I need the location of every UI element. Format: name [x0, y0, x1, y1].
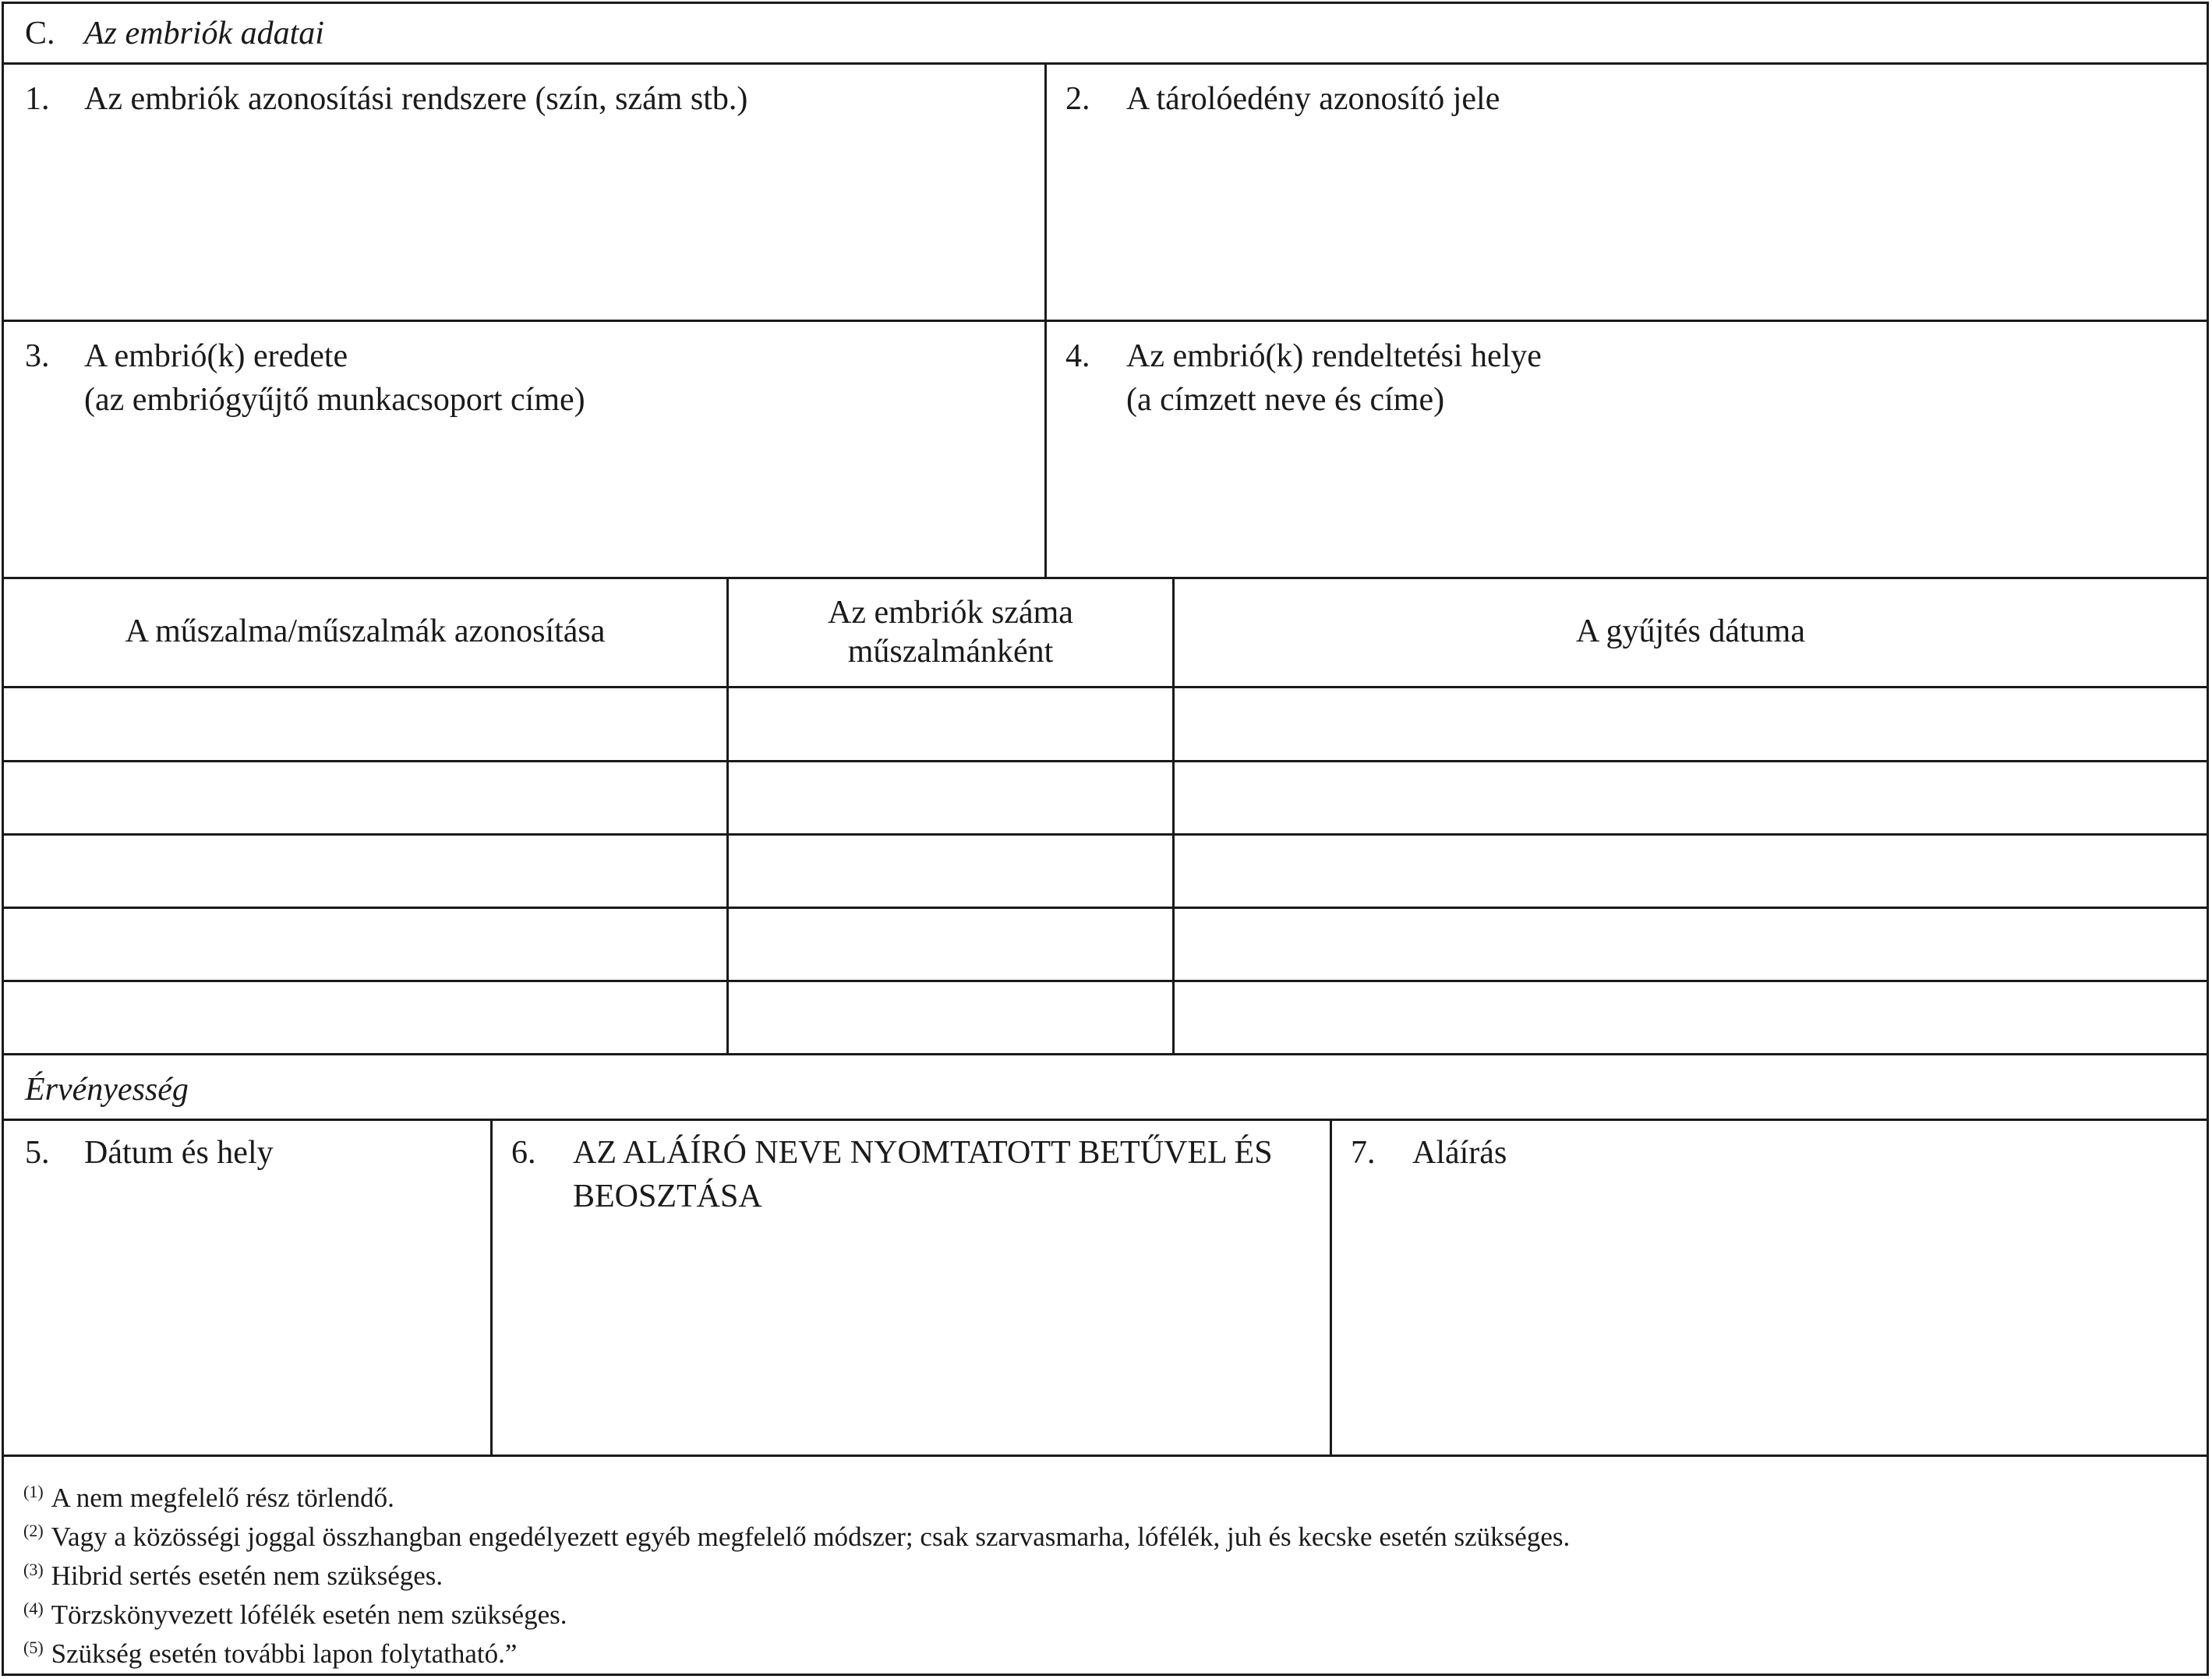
footnote-mark: (3)	[23, 1560, 44, 1579]
footnote-mark: (1)	[23, 1482, 44, 1501]
field-1-input-area[interactable]	[4, 129, 1044, 320]
collection-date-cell[interactable]	[1182, 850, 2196, 893]
footnote-mark: (2)	[23, 1521, 44, 1540]
footnote-5	[23, 1628, 517, 1674]
embryo-count-cell[interactable]	[737, 923, 1164, 967]
field-7-label: Aláírás	[1412, 1135, 1507, 1171]
field-6-label-line2: BEOSZTÁSA	[573, 1179, 762, 1214]
table-row	[4, 909, 2207, 980]
embryo-count-cell[interactable]	[737, 850, 1164, 893]
field-6-input-area[interactable]	[493, 1228, 1330, 1455]
field-3-label-line1: A embrió(k) eredete	[84, 338, 348, 374]
collection-date-cell[interactable]	[1182, 776, 2196, 820]
footnote-text: A nem megfelelő rész törlendő.	[51, 1483, 394, 1513]
field-2-input-area[interactable]	[1047, 129, 2207, 320]
footnote-text: Szükség esetén további lapon folytatható.”	[51, 1638, 518, 1669]
table-header-embryo-count-line1: Az embriók száma	[828, 595, 1073, 631]
table-row	[4, 982, 2207, 1053]
table-row	[4, 836, 2207, 907]
footnote-mark: (5)	[23, 1638, 44, 1657]
field-3-input-area[interactable]	[4, 429, 1044, 577]
rule-under-fields-3-4	[4, 577, 2207, 579]
section-letter: C.	[25, 16, 55, 51]
rule-under-validity	[4, 1119, 2207, 1121]
signature-area[interactable]	[1332, 1189, 2207, 1455]
collection-date-cell[interactable]	[1182, 996, 2196, 1040]
field-4-input-area[interactable]	[1047, 429, 2207, 577]
field-1-label: Az embriók azonosítási rendszere (szín, szám stb.)	[84, 81, 748, 117]
field-1-number: 1.	[25, 81, 50, 117]
straw-id-cell[interactable]	[12, 923, 717, 967]
field-4-label-line2: (a címzett neve és címe)	[1126, 382, 1445, 418]
field-4-number: 4.	[1065, 338, 1090, 374]
footnote-text: Törzskönyvezett lófélék esetén nem szükséges.	[51, 1599, 567, 1630]
table-header-straw-id: A műszalma/műszalmák azonosítása	[125, 613, 606, 649]
field-5-label: Dátum és hely	[84, 1135, 274, 1171]
field-4-label-line1: Az embrió(k) rendeltetési helye	[1126, 338, 1542, 374]
field-3-number: 3.	[25, 338, 50, 374]
rule-under-fields-1-2	[4, 320, 2207, 322]
field-2-label: A tárolóedény azonosító jele	[1126, 81, 1500, 117]
embryo-data-form	[2, 2, 2209, 1676]
table-row	[4, 688, 2207, 760]
straw-id-cell[interactable]	[12, 850, 717, 893]
straw-id-cell[interactable]	[12, 776, 717, 820]
field-5-number: 5.	[25, 1135, 50, 1171]
rule-above-footnotes	[4, 1455, 2207, 1457]
table-header-collection-date: A gyűjtés dátuma	[1576, 613, 1805, 649]
field-3-label-line2: (az embriógyűjtő munkacsoport címe)	[84, 382, 585, 418]
rule-under-section-title	[4, 62, 2207, 65]
embryo-count-cell[interactable]	[737, 702, 1164, 746]
straw-id-cell[interactable]	[12, 996, 717, 1040]
footnote-text: Vagy a közösségi joggal összhangban engedélyezett egyéb megfelelő módszer; csak szarvasmarha, lófélék, juh és kecske esetén szükséges.	[51, 1522, 1571, 1552]
validity-title: Érvényesség	[25, 1072, 189, 1108]
table-header-embryo-count-line2: műszalmánként	[847, 634, 1054, 670]
section-title: Az embriók adatai	[84, 16, 324, 51]
footnote-mark: (4)	[23, 1599, 44, 1618]
field-7-number: 7.	[1351, 1135, 1376, 1171]
straw-id-cell[interactable]	[12, 702, 717, 746]
field-2-number: 2.	[1065, 81, 1090, 117]
field-6-label-line1: AZ ALÁÍRÓ NEVE NYOMTATOTT BETŰVEL ÉS	[573, 1135, 1273, 1171]
table-row	[4, 762, 2207, 833]
collection-date-cell[interactable]	[1182, 702, 2196, 746]
embryo-count-cell[interactable]	[737, 996, 1164, 1040]
field-6-number: 6.	[511, 1135, 536, 1171]
field-5-input-area[interactable]	[4, 1228, 490, 1455]
embryo-count-cell[interactable]	[737, 776, 1164, 820]
footnote-text: Hibrid sertés esetén nem szükséges.	[51, 1561, 443, 1591]
rule-table-bottom	[4, 1053, 2207, 1055]
collection-date-cell[interactable]	[1182, 923, 2196, 967]
